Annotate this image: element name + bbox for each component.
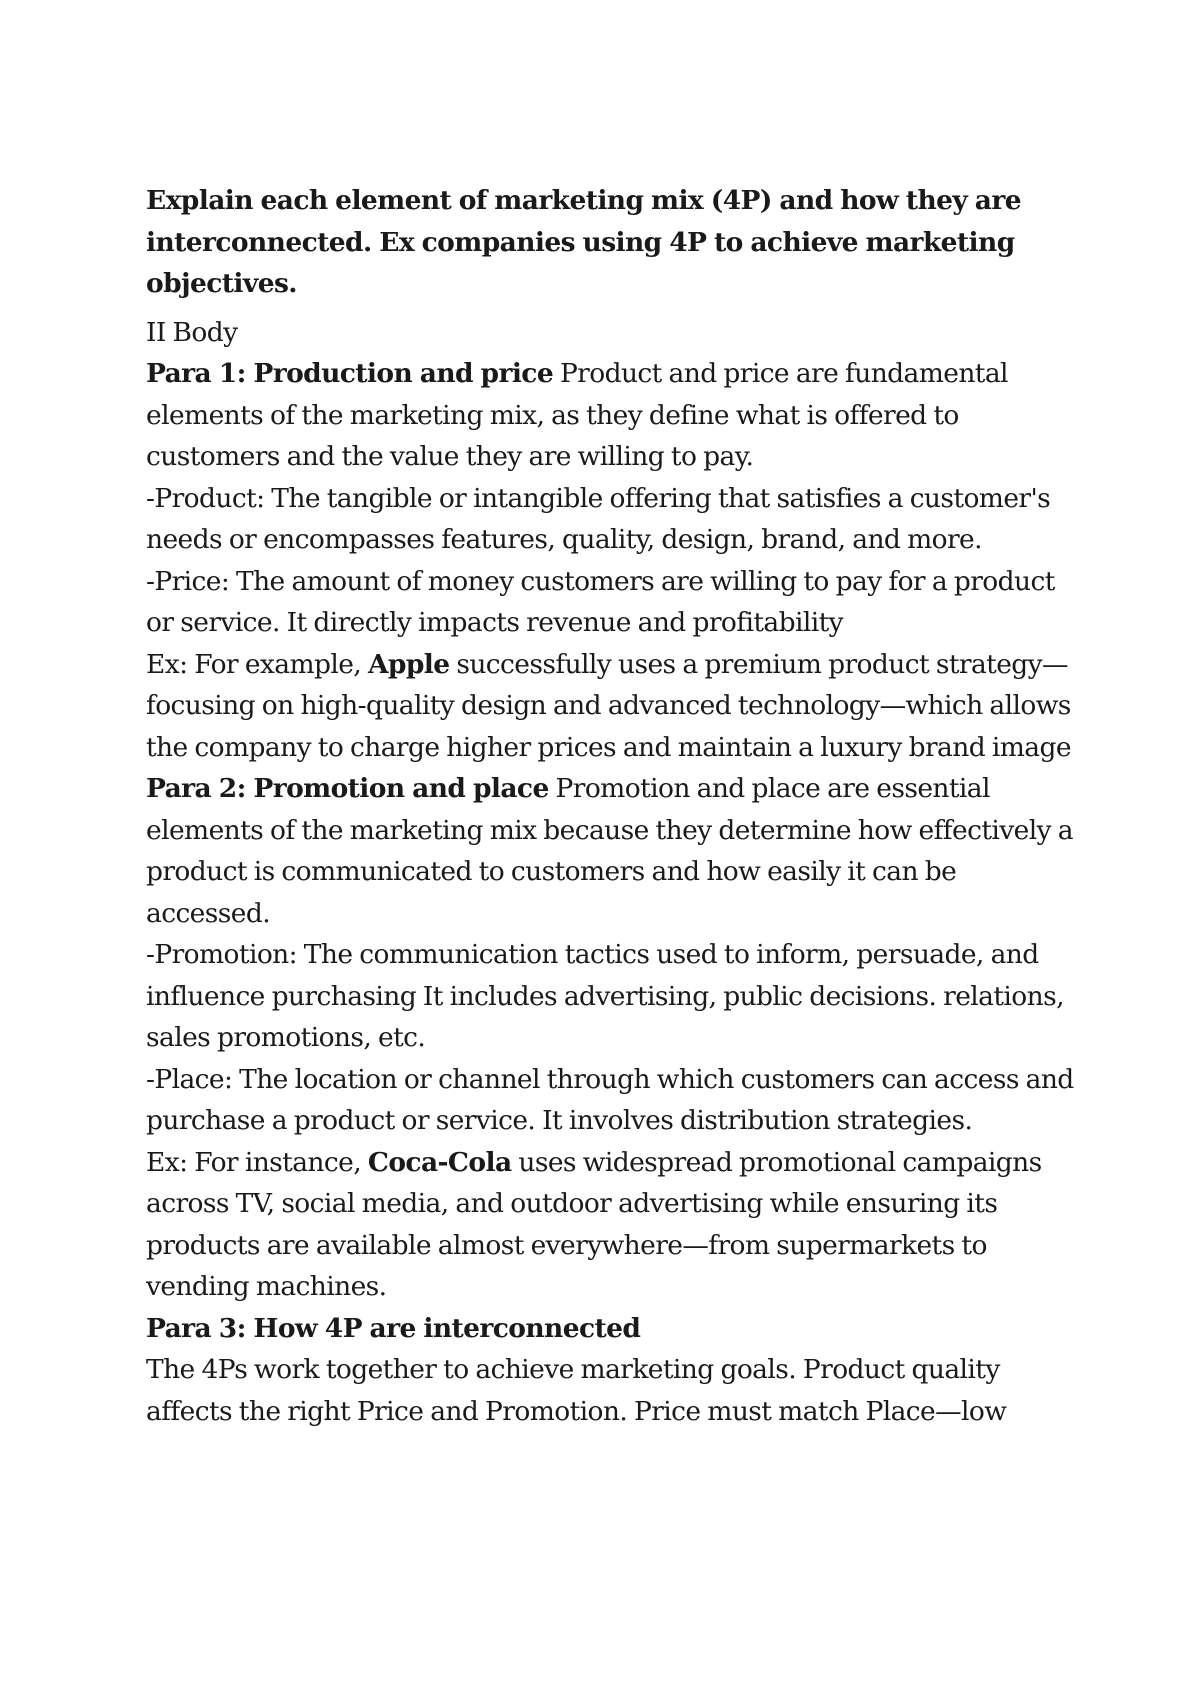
para1-example-text: successfully uses a premium product strategy—focusing on high-quality design and advanced technology—which allows the company to charge higher prices and maintain a luxury brand image	[146, 648, 1071, 763]
para2-example	[146, 1142, 1076, 1308]
para1-intro	[146, 353, 1076, 478]
para1-product: -Product: The tangible or intangible offering that satisfies a customer's needs or encompasses features, quality, design, brand, and more.	[146, 482, 1051, 555]
para2-place: -Place: The location or channel through which customers can access and purchase a product or service. It involves distribution strategies.	[146, 1063, 1074, 1136]
para2-example-text: uses widespread promotional campaigns across TV, social media, and outdoor advertising while ensuring its products are available almost everywhere—from supermarkets to vending machines.	[146, 1146, 1042, 1302]
para1-example	[146, 644, 1076, 769]
para2-promotion: -Promotion: The communication tactics used to inform, persuade, and influence purchasing It includes advertising, public decisions. relations, sales promotions, etc.	[146, 939, 1064, 1053]
para2-label: Para 2: Promotion and place	[146, 773, 549, 804]
para2-intro	[146, 768, 1076, 934]
para3-text: The 4Ps work together to achieve marketing goals. Product quality affects the right Price and Promotion. Price must match Place—low	[146, 1354, 1007, 1427]
para2-example-company: Coca-Cola	[367, 1146, 512, 1178]
para1-example-prefix: Ex: For example,	[146, 648, 362, 680]
para1-price: -Price: The amount of money customers are willing to pay for a product or service. It directly impacts revenue and profitability	[146, 565, 1055, 638]
para2-intro-text: Promotion and place are essential elements of the marketing mix because they determine how effectively a product is communicated to customers and how easily it can be accessed.	[146, 773, 1073, 929]
para3-heading	[146, 1308, 1076, 1350]
document-page	[146, 180, 1076, 1432]
section-heading: II Body	[146, 316, 238, 348]
para1-example-company: Apple	[367, 648, 450, 680]
para1-intro-text: Product and price are fundamental elements of the marketing mix, as they define what is offered to customers and the value they are willing to pay.	[146, 358, 1008, 472]
para1-label: Para 1: Production and price	[146, 358, 554, 389]
para3-label: Para 3: How 4P are interconnected	[146, 1312, 641, 1344]
para2-example-prefix: Ex: For instance,	[146, 1146, 362, 1178]
page-title: Explain each element of marketing mix (4P) and how they are interconnected. Ex companies using 4P to achieve marketing objectives.	[146, 185, 1021, 299]
